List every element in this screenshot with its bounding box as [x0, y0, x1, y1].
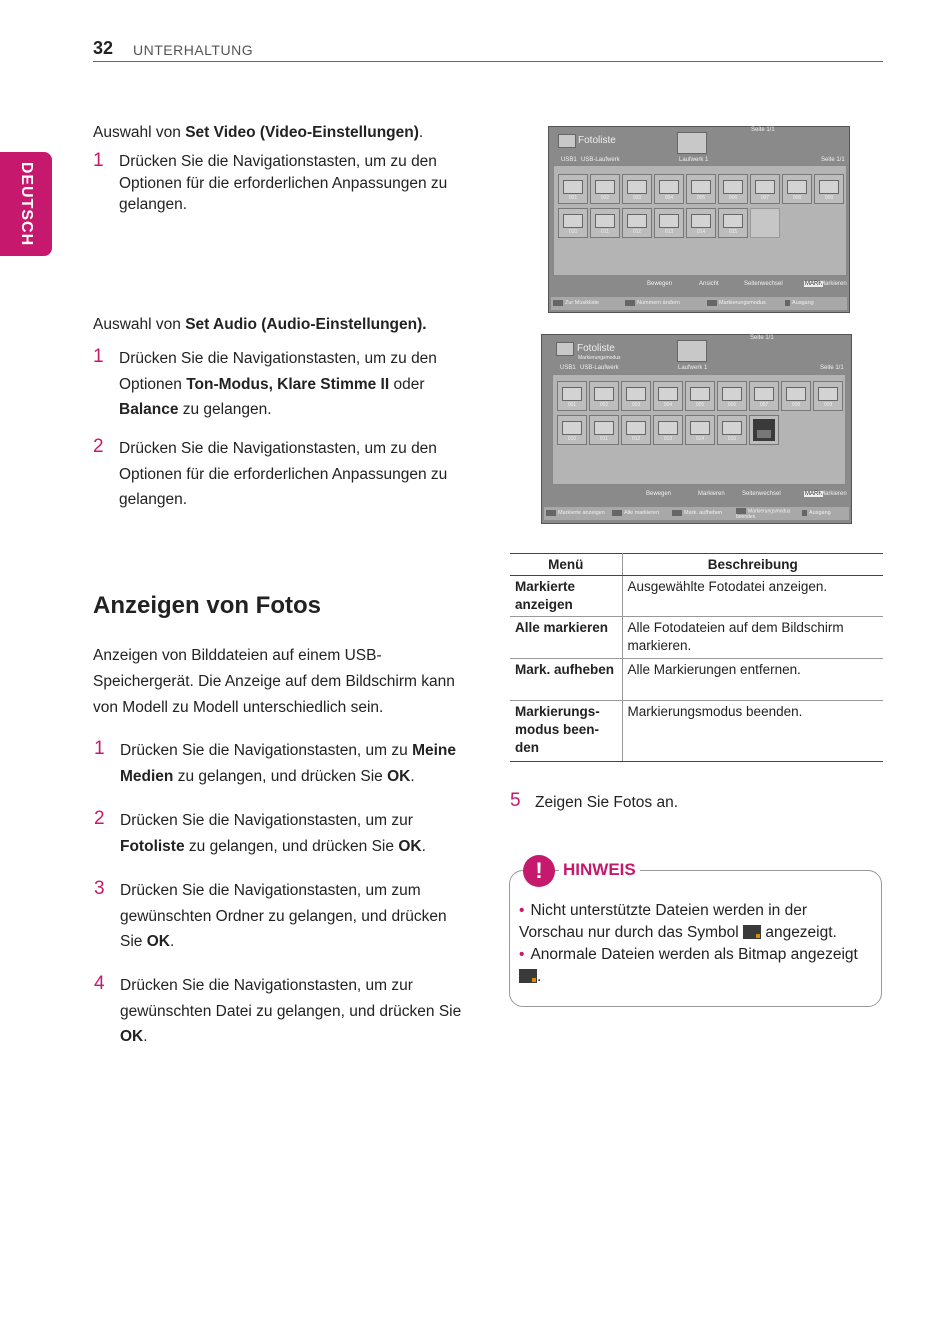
photos-step-2-c: . [421, 837, 426, 855]
nav-view: Ansicht [699, 281, 719, 287]
audio-intro-bold: Set Audio (Audio-Einstellungen). [185, 316, 427, 333]
audio-step-1-bold2: Balance [119, 401, 179, 418]
nav-pagechange: Seitenwechsel [744, 281, 783, 287]
note-bullet-2-text: Anormale Dateien werden als Bitmap angezeigt [530, 946, 858, 963]
exit-button[interactable] [785, 298, 814, 309]
folder-icon [594, 421, 614, 435]
photo-tile[interactable] [749, 415, 779, 445]
tile-label: 001 [568, 195, 578, 201]
button-label: Markierungsmodus [719, 300, 766, 306]
language-tab-label: DEUTSCH [18, 161, 35, 247]
button-bar [544, 507, 849, 520]
audio-step-1-a: Drücken Sie die Navigationstasten, um zu den Optionen [119, 350, 437, 393]
folder-icon [818, 387, 838, 401]
photos-step-2-bold: Fotoliste [120, 837, 185, 855]
folder-tile[interactable] [749, 381, 779, 411]
button-label: Markierungsmodus beenden [736, 508, 791, 520]
photo-list-screen [548, 126, 850, 313]
folder-tile[interactable] [781, 381, 811, 411]
folder-tile[interactable] [621, 415, 651, 445]
empty-tile [750, 208, 780, 238]
folder-tile[interactable] [558, 208, 588, 238]
photos-step-3-number: 3 [94, 878, 105, 899]
folder-icon [819, 180, 839, 194]
folder-icon [627, 180, 647, 194]
tile-label: 015 [728, 229, 738, 235]
drive-label: USB-Laufwerk [580, 365, 619, 371]
usb-label: USB1 [561, 157, 577, 163]
tile-label: 003 [631, 402, 641, 408]
tile-label: 012 [632, 229, 642, 235]
tile-label: 015 [727, 436, 737, 442]
video-intro-bold: Set Video (Video-Einstellungen) [185, 124, 419, 141]
folder-tile[interactable] [814, 174, 844, 204]
table-header-row [510, 554, 883, 576]
photos-step-2-ok: OK [398, 837, 422, 855]
folder-icon [595, 180, 615, 194]
photos-step-3-a: Drücken Sie die Navigationstasten, um zum gewünschten Ordner zu gelangen, und drücken Sie [120, 882, 447, 950]
col-menu-header: Menü [510, 554, 622, 576]
tile-label: 008 [791, 402, 801, 408]
drive-label: USB-Laufwerk [581, 157, 620, 163]
thumbnail-grid [553, 165, 847, 276]
photos-step-2-number: 2 [94, 808, 105, 829]
folder-tile[interactable] [653, 415, 683, 445]
tile-label: 002 [599, 402, 609, 408]
audio-step-1-number: 1 [93, 346, 104, 367]
photos-step-4-number: 4 [94, 973, 105, 994]
folder-icon [562, 387, 582, 401]
color-key-icon [612, 510, 622, 516]
photos-step-1-text [120, 738, 472, 789]
screen-subtitle: Markierungsmodus [578, 355, 621, 361]
audio-step-1-c: zu gelangen. [178, 401, 272, 418]
photos-step-1-ok: OK [387, 767, 411, 785]
folder-icon [677, 132, 707, 154]
folder-icon [691, 214, 711, 228]
tile-label: 012 [631, 436, 641, 442]
color-key-icon [707, 300, 717, 306]
menu-cell: Markierungs-modus been-den [510, 701, 622, 762]
tile-label: 013 [663, 436, 673, 442]
language-tab [0, 152, 52, 256]
note-bullet-1-end: angezeigt. [765, 924, 837, 941]
photos-step-4-a: Drücken Sie die Navigationstasten, um zur gewünschten Datei zu gelangen, und drücken Sie [120, 977, 462, 1020]
folder-tile[interactable] [557, 381, 587, 411]
mark-all-button[interactable] [612, 508, 659, 519]
table-row [510, 701, 883, 762]
color-key-icon [546, 510, 556, 516]
button-label: Zur Musikliste [565, 300, 599, 306]
folder-icon [627, 214, 647, 228]
folder-tile[interactable] [557, 415, 587, 445]
photos-step-4-ok: OK [120, 1028, 144, 1045]
folder-icon [659, 214, 679, 228]
folder-icon [690, 387, 710, 401]
folder-tile[interactable] [750, 174, 780, 204]
exclamation-icon: ! [523, 855, 555, 887]
audio-intro-text: Auswahl von [93, 316, 186, 333]
video-intro [93, 120, 423, 145]
photos-step-1-b: zu gelangen, und drücken Sie [173, 767, 388, 785]
tile-label: 007 [760, 195, 770, 201]
button-label: Alle markieren [624, 510, 660, 516]
page-small: Seite 1/1 [821, 157, 845, 163]
folder-tile[interactable] [589, 381, 619, 411]
bullet-dot: • [519, 902, 525, 919]
folder-tile[interactable] [621, 381, 651, 411]
audio-step-1-b: oder [389, 375, 425, 393]
tile-label: 009 [823, 402, 833, 408]
folder-icon [563, 214, 583, 228]
table-row [510, 617, 883, 659]
folder-icon [722, 387, 742, 401]
tile-label: 013 [664, 229, 674, 235]
color-key-icon [625, 300, 635, 306]
photos-step-3-ok: OK [146, 933, 170, 950]
button-label: Ausgang [809, 510, 831, 516]
photos-step-1-number: 1 [94, 738, 105, 759]
note-bullet-2 [519, 944, 869, 988]
screen-title: Fotoliste [577, 343, 615, 354]
note-bullet-1-text: Nicht unterstützte Dateien werden in der Vorschau nur durch das Symbol [519, 902, 808, 941]
folder-tile[interactable] [813, 381, 843, 411]
folder-tile[interactable] [654, 208, 684, 238]
video-step-1-number: 1 [93, 150, 104, 171]
folder-tile[interactable] [782, 174, 812, 204]
photos-step-5-number: 5 [510, 790, 521, 811]
nav-view: Markieren [698, 491, 725, 497]
tile-label: 003 [632, 195, 642, 201]
table-row [510, 576, 883, 617]
photos-step-2-a: Drücken Sie die Navigationstasten, um zur [120, 812, 413, 829]
folder-icon [723, 214, 743, 228]
tile-label: 004 [663, 402, 673, 408]
audio-step-2-number: 2 [93, 436, 104, 457]
mark-mode-button[interactable] [707, 298, 766, 309]
nav-move: Bewegen [646, 491, 672, 497]
folder-icon [626, 421, 646, 435]
menu-cell: Mark. aufheben [510, 659, 622, 701]
desc-cell: Alle Fotodateien auf dem Bildschirm markieren. [622, 617, 883, 659]
tile-label: 002 [600, 195, 610, 201]
folder-icon [659, 180, 679, 194]
photo-mark-mode-screen [541, 334, 852, 524]
exit-icon [785, 300, 790, 306]
fotoliste-logo-icon [558, 134, 576, 148]
folder-tile[interactable] [686, 174, 716, 204]
button-label: Ausgang [792, 300, 814, 306]
tile-label: 014 [696, 229, 706, 235]
tile-label: 008 [792, 195, 802, 201]
to-music-list-button[interactable] [553, 298, 599, 309]
folder-tile[interactable] [717, 415, 747, 445]
header-divider [93, 61, 883, 62]
screen-page: Seite 1/1 [750, 335, 774, 341]
note-bullet-2-end: . [537, 968, 542, 985]
desc-cell: Ausgewählte Fotodatei anzeigen. [622, 576, 883, 617]
audio-step-1-bold1: Ton-Modus, Klare Stimme II [186, 375, 390, 393]
table-row [510, 659, 883, 701]
video-step-1-text: Drücken Sie die Navigationstasten, um zu den Optionen für die erforderlichen Anpassungen zu gelangen. [119, 153, 448, 213]
tile-label: 010 [567, 436, 577, 442]
folder-icon [722, 421, 742, 435]
folder-tile[interactable] [718, 174, 748, 204]
menu-cell: Markierte anzeigen [510, 576, 622, 617]
bitmap-file-icon [519, 969, 537, 983]
nav-mark: Markieren [820, 281, 847, 287]
photos-step-1-a: Drücken Sie die Navigationstasten, um zu [120, 742, 413, 759]
thumbnail-grid [552, 374, 846, 485]
photos-intro: Anzeigen von Bilddateien auf einem USB-Speichergerät. Die Anzeige auf dem Bildschirm kann von Modell zu Modell unterschiedlich sein. [93, 647, 455, 716]
tile-label: 014 [695, 436, 705, 442]
photos-step-4-text [120, 973, 472, 1050]
audio-step-2-text: Drücken Sie die Navigationstasten, um zu den Optionen für die erforderlichen Anpassungen zu gelangen. [119, 440, 448, 508]
change-numbers-button[interactable] [625, 298, 680, 309]
folder-icon [563, 180, 583, 194]
fotoliste-logo-icon [556, 342, 574, 356]
folder-tile[interactable] [558, 174, 588, 204]
photos-step-1-c: . [410, 767, 415, 785]
mark-key: MARK [805, 281, 823, 287]
folder-tile[interactable] [717, 381, 747, 411]
tile-label: 005 [695, 402, 705, 408]
folder-icon [690, 421, 710, 435]
tile-label: 007 [759, 402, 769, 408]
tile-label: 005 [696, 195, 706, 201]
tile-label: 006 [728, 195, 738, 201]
folder-icon [594, 387, 614, 401]
folder-icon [787, 180, 807, 194]
folder-icon [562, 421, 582, 435]
photos-step-2-b: zu gelangen, und drücken Sie [184, 837, 399, 855]
page-small: Seite 1/1 [820, 365, 844, 371]
screen-page: Seite 1/1 [751, 127, 775, 133]
folder-icon [595, 214, 615, 228]
folder-tile[interactable] [654, 174, 684, 204]
section-title: UNTERHALTUNG [133, 42, 254, 58]
nav-move: Bewegen [647, 281, 673, 287]
folder-icon [786, 387, 806, 401]
folder-tile[interactable] [589, 415, 619, 445]
tile-label: 004 [664, 195, 674, 201]
photos-step-3-c: . [169, 933, 175, 950]
folder-tile[interactable] [622, 208, 652, 238]
drive-center-label: Laufwerk 1 [679, 157, 709, 163]
folder-icon [755, 180, 775, 194]
folder-tile[interactable] [653, 381, 683, 411]
menu-description-table [510, 553, 883, 762]
screen-title: Fotoliste [578, 135, 616, 146]
tile-label: 011 [601, 229, 609, 235]
bullet-dot: • [519, 946, 525, 963]
tile-label: 011 [600, 436, 608, 442]
folder-tile[interactable] [590, 208, 620, 238]
desc-cell: Markierungsmodus beenden. [622, 701, 883, 762]
exit-mark-mode-button[interactable] [736, 508, 802, 519]
col-description-header: Beschreibung [622, 554, 883, 576]
video-intro-end: . [418, 124, 424, 141]
button-label: Markierte anzeigen [558, 510, 605, 516]
folder-tile[interactable] [686, 208, 716, 238]
unmark-button[interactable] [672, 508, 722, 519]
button-label: Nummern ändern [637, 300, 680, 306]
page-number: 32 [93, 38, 114, 58]
photo-thumbnail-icon [753, 419, 775, 441]
folder-tile[interactable] [622, 174, 652, 204]
folder-icon [658, 387, 678, 401]
tile-label: 010 [568, 229, 578, 235]
color-key-icon [672, 510, 682, 516]
button-bar [551, 297, 847, 310]
mark-key: MARK [805, 491, 823, 497]
note-bullet-1 [519, 900, 869, 944]
tile-label: 009 [824, 195, 834, 201]
photos-step-4-c: . [143, 1028, 148, 1045]
nav-mark: Markieren [820, 491, 847, 497]
nav-pagechange: Seitenwechsel [742, 491, 781, 497]
show-marked-button[interactable] [546, 508, 605, 519]
folder-tile[interactable] [685, 415, 715, 445]
audio-step-1-text [119, 346, 474, 423]
photos-step-5-text: Zeigen Sie Fotos an. [535, 794, 679, 811]
tile-label: 006 [727, 402, 737, 408]
folder-icon [677, 340, 707, 362]
video-intro-text: Auswahl von [93, 124, 186, 141]
folder-tile[interactable] [685, 381, 715, 411]
exit-icon [802, 510, 807, 516]
folder-icon [723, 180, 743, 194]
button-label: Mark. aufheben [684, 510, 723, 516]
color-key-icon [553, 300, 563, 306]
photos-step-3-text [120, 878, 472, 955]
folder-icon [658, 421, 678, 435]
folder-icon [626, 387, 646, 401]
menu-cell: Alle markieren [510, 617, 622, 659]
folder-icon [691, 180, 711, 194]
folder-icon [754, 387, 774, 401]
note-title: HINWEIS [559, 860, 640, 880]
usb-label: USB1 [560, 365, 576, 371]
tile-label: 001 [567, 402, 577, 408]
folder-tile[interactable] [718, 208, 748, 238]
photos-step-2-text [120, 808, 472, 859]
photos-step-1-bold: Meine Medien [120, 742, 457, 785]
audio-intro [93, 312, 427, 337]
unsupported-file-icon [743, 925, 761, 939]
desc-cell: Alle Markierungen entfernen. [622, 659, 883, 701]
exit-button[interactable] [802, 508, 831, 519]
folder-tile[interactable] [590, 174, 620, 204]
drive-center-label: Laufwerk 1 [678, 365, 708, 371]
section-heading: Anzeigen von Fotos [93, 592, 321, 619]
